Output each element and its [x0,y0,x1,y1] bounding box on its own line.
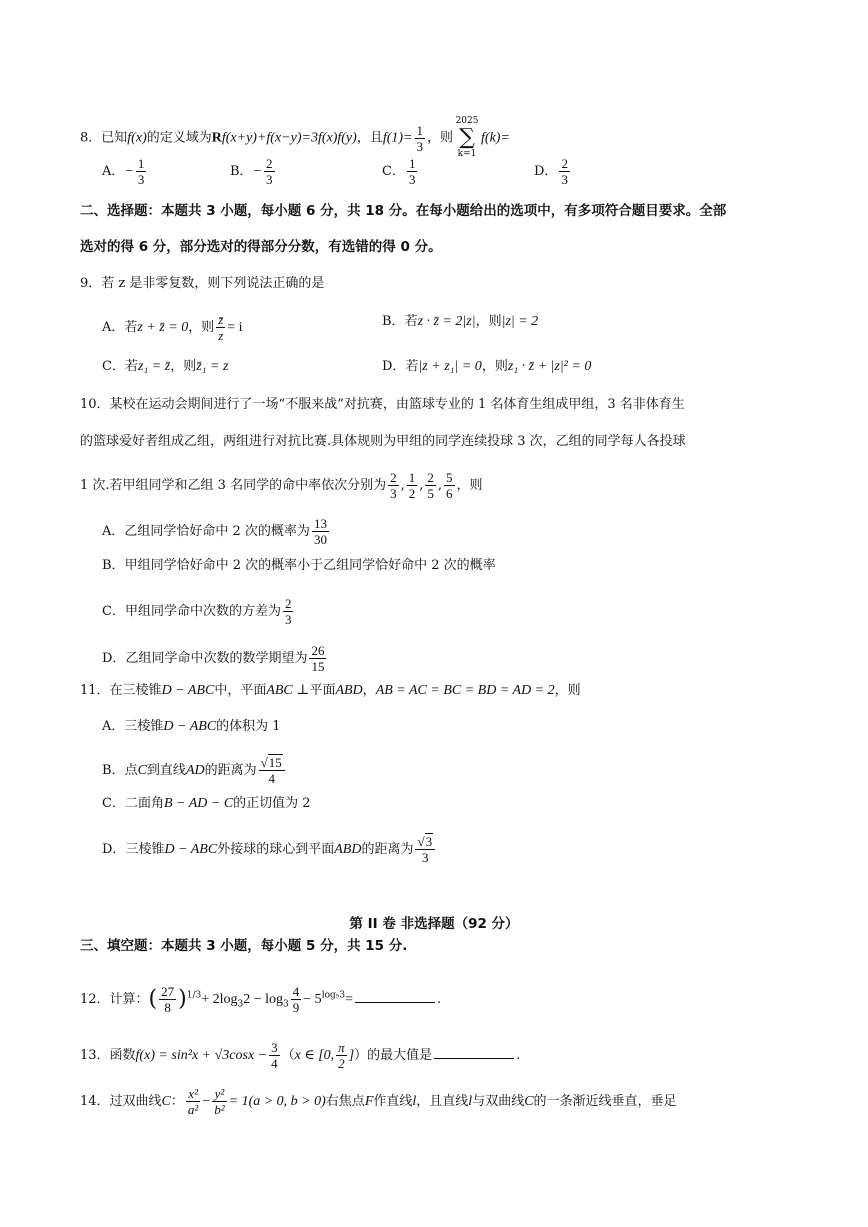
frac-den: 4 [268,771,275,786]
frac-den: 3 [390,486,397,501]
option-text: 若 [404,314,418,329]
option-text: 甲组同学恰好命中 2 次的概率小于乙组同学恰好命中 2 次的概率 [124,558,496,573]
q12-end: . [437,992,442,1007]
q14-math: C [161,1094,171,1109]
frac-num: z̄ [218,312,224,327]
frac-den: 3 [416,138,423,154]
rate-fraction [425,470,436,501]
section2-line2: 选对的得 6 分，部分选对的得部分分数，有选错的得 0 分。 [80,239,442,255]
q13-math: f(x) = sin²x + √3cosx − [135,1048,268,1063]
option-label: D． [382,359,406,374]
q12-paren-fraction [159,984,176,1015]
q11-text: ， [362,683,376,698]
q13-label: 13．函数 [80,1048,136,1063]
q9-stem: 9．若 z 是非零复数，则下列说法正确的是 [80,276,325,291]
option-math: z̄₁ = z [196,359,229,374]
q10-option-a [102,516,331,547]
option-label: A． [102,320,125,335]
sum-top: 2025 [455,116,479,126]
option-text: ，则 [475,314,502,329]
q13-end: . [516,1048,521,1063]
frac-den: 3 [284,612,292,627]
frac-den: 3 [408,172,416,187]
sqrt-radicand: 15 [268,755,282,770]
q14-math: F [364,1094,374,1109]
q11-option-b [102,755,287,786]
option-label: A． [102,524,125,539]
q14-text: 右焦点 [325,1094,365,1109]
option-text: 二面角 [124,796,164,811]
q13-text: （ [281,1048,295,1063]
option-text: 点 [124,763,138,778]
q11-math: ABD [335,683,363,698]
option-math: D − ABC [163,719,217,734]
frac-num: π [338,1040,345,1055]
option-math: z · z̄ = 2|z| [417,314,476,329]
q11-text: ，则 [554,683,581,698]
q14-text: ： [170,1094,184,1109]
option-fraction [309,643,326,674]
q12-exponent: 1/3 [186,990,202,1001]
q14-line [80,1086,677,1117]
q11-stem [80,681,581,701]
q13-math: ] [348,1048,355,1063]
option-math: AD [185,763,205,778]
q12-log-base: 3 [237,999,244,1010]
q9-option-c [102,357,228,377]
q14-math: C [524,1094,534,1109]
q13-pi-fraction [336,1040,347,1071]
q14-math: l [412,1094,417,1109]
sum-symbol: ∑ [459,125,475,150]
option-label: B． [382,314,405,329]
q8-sum-body: f(k)= [481,130,510,146]
q11-option-d [102,834,437,865]
q8-summation [455,116,479,160]
rate-fraction [444,470,455,501]
q12-exponent: log₅3 [321,990,346,1001]
q8-option-b [230,156,277,187]
option-text: 乙组同学恰好命中 2 次的概率为 [124,524,310,539]
q8-option-d [534,156,572,187]
q12-label: 12．计算： [80,992,149,1007]
q14-math: l [468,1094,473,1109]
rate-fraction [407,470,418,501]
option-label: B． [230,164,253,179]
option-text: 甲组同学命中次数的方差为 [124,604,281,619]
option-fraction [216,312,225,343]
sqrt-radicand: 3 [425,834,433,849]
frac-num: 3 [271,1040,278,1055]
frac-num: 1 [416,122,423,138]
q14-label: 14．过双曲线 [80,1094,162,1109]
option-math: |z + z₁| = 0 [418,359,482,374]
q9-option-d [382,357,591,377]
frac-num: 2 [561,156,568,171]
q12-line [80,984,441,1015]
q12-answer-blank[interactable] [355,988,435,1003]
q11-math: AB = AC = BC = BD = AD = 2 [375,683,555,698]
frac-num: 2 [427,470,434,485]
section3-title: 三、填空题：本题共 3 小题，每小题 5 分，共 15 分. [80,938,408,954]
option-text: 三棱锥 [125,842,165,857]
frac-den: 2 [408,486,416,501]
option-label: C． [102,359,125,374]
option-math: ABD [334,842,362,857]
option-text: 若 [124,359,138,374]
paren-close: ) [178,986,187,1012]
frac-num: 1 [408,156,416,171]
option-text: 乙组同学命中次数的数学期望为 [125,651,308,666]
frac-den: 9 [292,1000,300,1015]
q8-option-c [382,156,419,187]
q12-log-base: 3 [283,999,289,1010]
q12-math: = [345,992,353,1007]
frac-num: y² [212,1086,226,1102]
option-math: z₁ = z̄ [137,359,171,374]
option-fraction [407,156,418,187]
q14-math: = 1(a > 0, b > 0) [228,1094,326,1109]
option-text: 若 [124,320,138,335]
frac-num: √15 [259,755,285,771]
q14-text: 与双曲线 [472,1094,525,1109]
option-sign: − [124,164,134,179]
option-math: C [137,763,147,778]
frac-num: 2 [266,156,273,171]
q11-text: 平面 [309,683,336,698]
part2-title: 第 II 卷 非选择题（92 分） [349,916,519,932]
q11-option-c [102,794,311,814]
q8-fx: f(x) [127,130,147,146]
option-label: C． [102,604,125,619]
q8-number: 8． [80,130,102,146]
option-text: ，则 [170,359,197,374]
q13-line [80,1040,520,1071]
frac-num: 1 [137,156,145,171]
option-text: ，则 [188,320,215,335]
q11-number: 11． [80,683,110,698]
option-label: C． [102,796,125,811]
q14-text: 的一条渐近线垂直，垂足 [533,1094,677,1109]
frac-num: 27 [161,984,175,999]
q9-option-a [102,312,243,343]
option-fraction [312,516,329,547]
q8-text-c: ，且 [356,130,383,146]
option-math: z + z̄ = 0 [137,320,189,335]
frac-num: 2 [284,596,292,611]
q10-line1: 10．某校在运动会期间进行了一场“不服来战”对抗赛，由篮球专业的 1 名体育生组成甲组，3 名非体育生 [80,397,685,412]
q14-text: 作直线 [373,1094,413,1109]
paren-open: ( [148,986,158,1012]
option-math: |z| = 2 [501,314,539,329]
frac-den: 3 [422,850,429,865]
q13-fraction [269,1040,280,1071]
q8-equation: f(x+y)+f(x−y)=3f(x)f(y) [221,130,357,146]
frac-num: 4 [292,984,300,999]
q14-math: − [202,1094,211,1109]
q10-option-b [102,556,496,576]
option-label: C． [382,164,405,179]
option-math: B − AD − C [163,796,234,811]
option-label: A． [102,164,125,179]
frac-den: 2 [338,1056,345,1071]
q10-option-c [102,596,295,627]
rate-fraction [388,470,399,501]
option-text: ，则 [481,359,508,374]
q11-option-a [102,717,281,737]
option-text: 三棱锥 [124,719,164,734]
option-text: 的距离为 [361,842,414,857]
frac-num: 13 [313,516,327,531]
q10-line2: 的篮球爱好者组成乙组，两组进行对抗比赛.具体规则为甲组的同学连续投球 3 次，乙组的同学每人各投球 [80,434,686,449]
q11-math: ABC ⊥ [266,683,310,698]
option-label: D． [102,842,126,857]
frac-den: 15 [311,659,325,674]
frac-den: 4 [271,1056,278,1071]
frac-num: 26 [311,643,325,658]
option-fraction [415,834,435,865]
option-label: B． [102,763,125,778]
q11-text: 中，平面 [214,683,267,698]
frac-num: 2 [390,470,397,485]
q13-math: x ∈ [0, [294,1048,335,1063]
frac-den: 6 [446,486,453,501]
option-fraction [283,596,294,627]
q13-answer-blank[interactable] [434,1044,514,1059]
frac-num: x² [186,1086,200,1102]
frac-den: 3 [266,172,273,187]
frac-den: a² [187,1102,199,1117]
q12-math: − 5 [303,992,322,1007]
frac-num: √3 [415,834,435,850]
q10-text: 1 次.若甲组同学和乙组 3 名同学的命中率依次分别为 [80,478,387,493]
option-text: 外接球的球心到平面 [217,842,335,857]
q14-text: ，且直线 [416,1094,469,1109]
option-label: D． [534,164,558,179]
frac-den: 8 [164,1000,171,1015]
sum-bottom: k=1 [457,149,477,159]
option-math: D − ABC [164,842,218,857]
q8-text: 已知 [101,130,128,146]
q10-option-d [102,643,328,674]
q8-stem [80,116,510,160]
option-text: 到直线 [146,763,186,778]
option-sign: − [252,164,263,179]
q12-fraction [291,984,302,1015]
section2-line1: 二、选择题：本题共 3 小题，每小题 6 分，共 18 分。在每小题给出的选项中，有多项符合题目要求。全部 [80,203,727,219]
option-fraction [559,156,570,187]
q14-fraction-x [186,1086,200,1117]
q10-line3: 1 次.若甲组同学和乙组 3 名同学的命中率依次分别为 $\frac{2}{3}$ , $\frac{1}{2}$ , $\frac{2}{5}$ , $\frac{5}{6}$ ，则 [80,470,483,501]
q8-text-b: 的定义域为 [146,130,212,146]
q13-text: ）的最大值是 [354,1048,433,1063]
q12-math: + 2log [201,992,238,1007]
q8-f1-fraction [415,123,426,154]
frac-den: z [218,328,224,343]
option-fraction [259,755,285,786]
option-label: A． [102,719,125,734]
option-text: 的体积为 1 [216,719,281,734]
q8-option-a [102,156,148,187]
q12-math: 2 − log [243,992,284,1007]
frac-den: 5 [427,486,434,501]
option-text: 的距离为 [204,763,257,778]
frac-den: 30 [313,532,327,547]
frac-num: 1 [408,470,416,485]
option-math: = i [227,320,243,335]
option-math: z₁ · z̄ + |z|² = 0 [507,359,592,374]
frac-num: 5 [446,470,453,485]
q14-fraction-y [212,1086,226,1117]
q11-math: D − ABC [161,683,215,698]
q8-f1: f(1)= [382,130,413,146]
q8-text-d: ，则 [427,130,454,146]
q11-text: 在三棱锥 [109,683,162,698]
frac-den: 3 [137,172,145,187]
option-label: D． [102,651,126,666]
q8-domain: R [211,130,222,146]
option-text: 若 [405,359,419,374]
option-fraction [136,156,147,187]
option-text: 的正切值为 2 [233,796,311,811]
option-fraction [264,156,275,187]
q9-option-b [382,312,538,332]
frac-den: 3 [561,172,568,187]
q10-text: ，则 [456,478,483,493]
option-label: B． [102,558,125,573]
frac-den: b² [214,1102,225,1117]
